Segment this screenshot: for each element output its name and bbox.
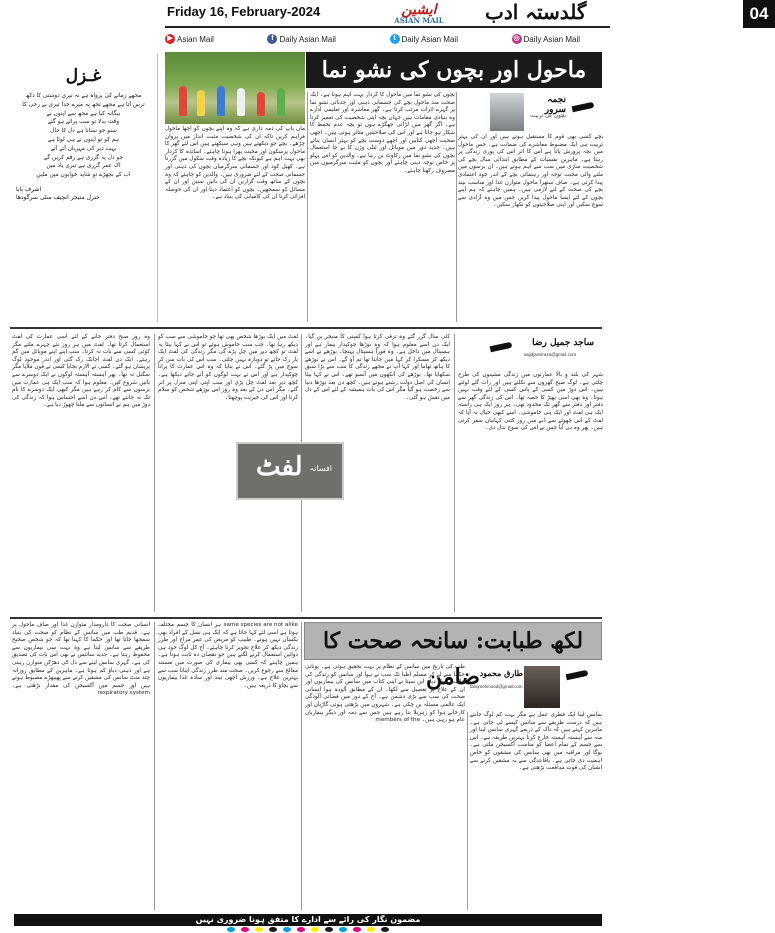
color-swatch <box>283 927 291 932</box>
twitter-icon: t <box>390 34 400 44</box>
ghazal-line: ترس آتا ہے مجھے تجھ پہ میرے خدا تیری بے رخی کا <box>22 101 145 108</box>
middle-author-email: sajidjamilraza@gmail.com <box>523 352 577 357</box>
bottom-author-name: طارق محمود <box>479 668 523 678</box>
column-divider <box>454 334 455 612</box>
bottom-story-text: انسانی صحت کا دارومدار متوازن غذا اور صاف ماحول پر ہے۔ قدیم طب میں سانس کے نظام کو صحت کی بنیاد سمجھا جاتا تھا اور حکما کا کہنا تھا کہ جو شخص صحیح طریقے سے سانس لیتا ہے وہ بہت سی بیماریوں سے محفوظ رہتا ہے۔ جدید سائنس نے بھی اس بات کی تصدیق کی ہے۔ گہری سانس لینے سے دل کی دھڑکن متوازن رہتی ہے اور ذہنی دباؤ کم ہوتا ہے۔ ماہرین کے مطابق روزانہ چند منٹ سانس کی مشقیں کرنے سے پھیپھڑے مضبوط ہوتے ہیں اور جسم میں آکسیجن کی مقدار بڑھتی ہے۔ <box>12 622 150 689</box>
top-story-column: بچے کسی بھی قوم کا مستقبل ہوتے ہیں اور ان کی بہتر تربیت ہی ایک مضبوط معاشرے کی ضمانت ہے۔ جس ماحول میں بچہ پرورش پاتا ہے اس کا اثر اس کی پوری زندگی پر رہتا ہے۔ ماہرین نفسیات کے مطابق ابتدائی سال بچے کی شخصیت سازی میں سب سے اہم ہوتے ہیں۔ ان برسوں میں ملنے والی محبت توجہ اور رہنمائی بچے کے اندر خود اعتمادی پیدا کرتی ہے۔ صاف ستھرا ماحول متوازن غذا اور مناسب نیند بچے کی صحت کے لئے لازمی ہیں۔ ہمیں چاہئے کہ ہم اپنے بچوں کے لئے ایسا ماحول پیدا کریں جس میں وہ آزادی سے سوچ سکیں اور اپنی صلاحیتوں کو نکھار سکیں۔ <box>458 134 603 209</box>
section-divider <box>10 617 602 619</box>
bottom-story-column <box>158 622 298 910</box>
color-swatch <box>255 927 263 932</box>
ghazal-author: اشرف بابا جنرل منیجر انچیف سٹی سرگودھا <box>16 185 100 201</box>
facebook-icon: f <box>267 34 277 44</box>
column-divider <box>456 92 457 322</box>
pen-icon <box>566 670 589 680</box>
ghazal-line: وقت بدلا تو سب پرائے ہو گئے <box>47 119 120 126</box>
middle-story-column: لفٹ میں ایک بوڑھا شخص بھی تھا جو خاموشی سے سب کو دیکھ رہا تھا۔ جب سب خاموش ہوئے تو اس نے کہا بیٹا یہ لفٹ تو کچھ دیر میں چل پڑے گی مگر زندگی کی لفٹ ایک بار رک جائے تو دوبارہ نہیں چلتی۔ سب اس کی بات سن کر سوچ میں پڑ گئے۔ اس نے بتایا کہ وہ اس عمارت کا پرانا چوکیدار ہے اور اس نے بہت لوگوں کو آتے جاتے دیکھا ہے۔ کچھ دیر بعد لفٹ چل پڑی اور سب اپنی اپنی منزل پر اتر گئے۔ مگر اس دن کے بعد وہ روز اس بوڑھے شخص کو سلام کرتا اور اس کی خیریت پوچھتا۔ <box>158 334 298 401</box>
color-swatch <box>297 927 305 932</box>
youtube-label: Asian Mail <box>177 34 214 44</box>
ghazal-line: اب کے بچھڑے تو شاید خوابوں میں ملیں <box>36 172 131 179</box>
ghazal-line: ہم کو تو اپنوں نے ہی لوٹا ہے <box>48 136 119 143</box>
facebook-label: Daily Asian Mail <box>279 34 336 44</box>
instagram-icon: ◎ <box>513 35 520 42</box>
top-story-column: ماں باپ کی ذمہ داری ہے کہ وہ اپنے بچوں کو اچھا ماحول فراہم کریں تاکہ ان کی شخصیت مثبت انداز میں پروان چڑھے۔ بچے جو دیکھتے ہیں وہی سیکھتے ہیں اس لئے گھر کا ماحول پرسکون اور محبت بھرا ہونا چاہئے۔ اساتذہ کا کردار بھی بہت اہم ہے کیونکہ بچے کا زیادہ وقت سکول میں گزرتا ہے۔ کھیل کود اور جسمانی سرگرمیاں بچوں کی ذہنی اور جسمانی صحت کے لئے ضروری ہیں۔ والدین کو چاہئے کہ وہ بچوں کے ساتھ وقت گزاریں ان کی باتیں سنیں اور ان کے مسائل کو سمجھیں۔ بچوں کو اعتماد دینا اور ان کی حوصلہ افزائی کرنا ان کی کامیابی کی بنیاد ہے۔ <box>165 126 305 201</box>
english-term: members of the <box>375 717 421 724</box>
instagram-label: Daily Asian Mail <box>523 34 580 44</box>
twitter-link[interactable] <box>390 31 458 47</box>
youtube-link[interactable] <box>165 31 214 47</box>
ghazal-line: بیگانہ کیا ہے مجھ سے اپنوں نے <box>46 110 121 117</box>
top-author-subtitle: بچوں کی تربیت <box>530 113 566 119</box>
afsana-title-box <box>236 442 344 500</box>
bottom-story-headline: لکھ طبابت: سانحہ صحت کا ضامن <box>304 622 602 660</box>
twitter-label: Daily Asian Mail <box>401 34 458 44</box>
print-color-marks <box>14 927 602 933</box>
top-author-name: نجمہ سرور <box>544 95 566 115</box>
color-swatch <box>353 927 361 932</box>
color-swatch <box>311 927 319 932</box>
column-divider <box>154 334 155 612</box>
color-swatch <box>241 927 249 932</box>
author-photo <box>524 666 560 708</box>
facebook-link[interactable] <box>267 31 335 47</box>
top-story-headline: ماحول اور بچوں کی نشو نما <box>306 52 602 88</box>
logo-text: ایشین <box>401 2 437 18</box>
section-title: گلدستہ ادب <box>485 0 587 24</box>
column-divider <box>307 92 308 322</box>
youtube-icon: ▶ <box>165 34 175 44</box>
top-story-column: بچوں کی نشو نما میں ماحول کا کردار بہت اہم ہوتا ہے۔ ایک صحت مند ماحول بچے کی جسمانی ذہنی اور جذباتی نشو نما پر گہرے اثرات مرتب کرتا ہے۔ گھر معاشرہ اور تعلیمی ادارے وہ بنیادی مقامات ہیں جہاں بچہ اپنی شخصیت کی تعمیر کرتا ہے۔ اگر گھر میں لڑائی جھگڑے ہوں تو بچہ عدم تحفظ کا شکار ہو جاتا ہے اور اس کی صلاحیتیں متاثر ہوتی ہیں۔ اچھی صحبت اچھی کتابیں اور اچھے دوست بچے کو بہتر انسان بناتے ہیں۔ جدید دور میں موبائل اور ٹیلی وژن کا بے جا استعمال بچوں کی نشو نما میں رکاوٹ بن رہا ہے۔ والدین کو اس پہلو پر خاص توجہ دینی چاہئے اور بچوں کو مثبت سرگرمیوں میں مصروف رکھنا چاہئے۔ <box>310 92 455 174</box>
color-swatch <box>367 927 375 932</box>
author-photo <box>490 93 524 131</box>
logo-subtext: ASIAN MAIL <box>394 16 444 25</box>
bottom-story-column <box>305 664 465 910</box>
ghazal-line: مجھے زمانے کی پرواہ ہے نہ تیری دوستی کا دکھ <box>25 93 142 99</box>
middle-story-column: شہر کی بلند و بالا عمارتوں میں زندگی مشینوں کی طرح چلتی ہے۔ لوگ صبح گھروں سے نکلتے ہیں اور رات گئے لوٹتے ہیں۔ اس دوڑ میں کسی کے پاس کسی کے لئے وقت نہیں ہوتا۔ وہ بھی اسی بھیڑ کا حصہ تھا۔ اس کی زندگی گھر سے دفتر اور دفتر سے گھر تک محدود تھی۔ ہر روز ایک ہی راستہ ایک ہی لفٹ اور ایک ہی خاموشی۔ اسے کبھی خیال نہ آیا کہ لفٹ کے اس چھوٹے سے ڈبے میں روز کتنی کہانیاں سفر کرتی ہیں۔ پھر وہ دن آیا جس نے اس کی سوچ بدل دی۔ <box>458 372 603 432</box>
bottom-story-text: ہر انسان کا جسم مختلف ہوتا ہے اسی لئے کہا جاتا ہے کہ ایک ہی نسل کے افراد بھی یکساں نہیں ہوتے۔ طبیب کو مریض کی عمر مزاج اور طرز زندگی دیکھ کر علاج تجویز کرنا چاہئے۔ آج کل لوگ خود ہی دوائیں استعمال کرنے لگتے ہیں جو نقصان دہ ثابت ہوتا ہے۔ ہمیں چاہئے کہ کسی بھی بیماری کی صورت میں مستند معالج سے رجوع کریں۔ صحت مند طرز زندگی اپنانا سب سے بہترین علاج ہے۔ ورزش اچھی نیند اور سادہ غذا بیماریوں سے بچاؤ کا ذریعہ ہیں۔ <box>158 622 298 689</box>
child-figure <box>257 92 265 116</box>
color-swatch <box>227 927 235 932</box>
ghazal-title: غـزل <box>65 66 102 86</box>
child-figure <box>197 90 205 116</box>
ghazal-box <box>10 54 158 322</box>
child-figure <box>179 86 187 116</box>
column-divider <box>154 622 155 910</box>
middle-story-column: وہ روز صبح دفتر جانے کے لئے اسی عمارت کی لفٹ استعمال کرتا تھا۔ لفٹ میں ہر روز نئے چہرے ملتے مگر کوئی کسی سے بات نہ کرتا۔ سب اپنے اپنے موبائل میں گم رہتے۔ ایک دن لفٹ اچانک رک گئی اور اندر موجود لوگ پریشان ہو گئے۔ کسی نے الارم بجایا کسی نے فون ملایا مگر سگنل نہ تھا۔ پھر آہستہ آہستہ لوگوں نے ایک دوسرے سے باتیں شروع کیں۔ معلوم ہوا کہ سب ایک ہی عمارت میں برسوں سے کام کر رہے ہیں مگر کبھی ایک دوسرے کا نام تک نہ جانتے تھے۔ اس دن اسے احساس ہوا کہ زندگی کی دوڑ میں ہم نے انسانوں سے ملنا چھوڑ دیا ہے۔ <box>12 334 150 409</box>
color-swatch <box>269 927 277 932</box>
middle-story-column: کئی سال گزر گئے وہ ترقی کرتا ہوا کمپنی کا منیجر بن گیا۔ ایک دن اسے معلوم ہوا کہ وہ بوڑھا چوکیدار بیمار ہے اور ہسپتال میں داخل ہے۔ وہ فوراً ہسپتال پہنچا۔ بوڑھے نے اسے دیکھ کر مسکرا کر کہا میں جانتا تھا تم آؤ گے۔ اس نے بوڑھے کا ہاتھ تھاما اور کہا آپ نے مجھے زندگی کا سب سے بڑا سبق سکھایا تھا۔ بوڑھے کی آنکھوں میں آنسو تھے۔ اس نے کہا بیٹا انسان کی اصل دولت رشتے ہوتے ہیں۔ کچھ دن بعد بوڑھا دنیا سے رخصت ہو گیا مگر اس کی بات ہمیشہ کے لئے اس کے دل میں نقش ہو گئی۔ <box>305 334 450 401</box>
color-swatch <box>381 927 389 932</box>
ghazal-line: اک عمر گزری ہے تیری یاد میں <box>46 163 121 170</box>
social-links <box>165 31 610 47</box>
masthead <box>165 0 769 28</box>
pen-icon <box>572 102 595 112</box>
child-figure <box>217 86 225 116</box>
column-divider <box>301 622 302 910</box>
pen-icon <box>490 342 513 352</box>
bottom-story-column: سانس لینا ایک فطری عمل ہے مگر بہت کم لوگ جانتے ہیں کہ درست طریقے سے سانس کیسے لی جاتی ہے۔ ماہرین کہتے ہیں کہ ناک کے ذریعے گہری سانس لینا اور منہ سے آہستہ آہستہ خارج کرنا بہترین طریقہ ہے۔ اس سے جسم کے تمام اعضا کو مناسب آکسیجن ملتی ہے۔ یوگا اور مراقبہ میں بھی سانس کی مشقوں کو خاص اہمیت دی جاتی ہے۔ باقاعدگی سے یہ مشقیں کرنے سے انسان کی قوت مدافعت بڑھتی ہے۔ <box>470 712 602 772</box>
ghazal-line: بہت دیر کی مہرباں آتے آتے <box>50 145 117 152</box>
afsana-label: افسانہ <box>309 464 332 473</box>
column-divider <box>467 712 468 910</box>
issue-date: Friday 16, February-2024 <box>167 4 321 19</box>
color-swatch <box>325 927 333 932</box>
ghazal-line: سنو جو سنانا ہے دل کا حال <box>50 128 117 135</box>
disclaimer-bar: مضمون نگار کی رائے سے ادارے کا متفق ہونا ضروری نہیں <box>14 914 602 926</box>
page-number: 04 <box>743 0 775 28</box>
bottom-story-column <box>12 622 150 910</box>
newspaper-logo <box>390 2 448 24</box>
child-figure <box>237 88 245 116</box>
section-divider <box>10 327 602 329</box>
instagram-link[interactable] <box>512 31 580 47</box>
middle-author-name: ساجد جمیل رضا <box>532 338 594 348</box>
english-term: respiratory system <box>97 690 150 697</box>
color-swatch <box>339 927 347 932</box>
english-term: same species are not alike <box>223 622 298 628</box>
child-figure <box>277 88 285 116</box>
bottom-author-email: tariqmehmood@gmail.com <box>470 684 523 689</box>
children-playing-photo <box>165 52 305 124</box>
afsana-title: لفٹ <box>256 452 303 482</box>
bottom-story-text: طب کی تاریخ میں سانس کے نظام پر بہت تحقیق ہوئی ہے۔ یونانی حکما سے لے کر مسلم اطبا تک سب نے ہوا اور سانس کو زندگی کی علامت قرار دیا۔ ابن سینا نے اپنی کتاب میں سانس کی بیماریوں اور ان کے علاج پر تفصیل سے لکھا۔ ان کے مطابق آلودہ ہوا انسانی صحت کی سب سے بڑی دشمن ہے۔ آج کے دور میں فضائی آلودگی ایک عالمی مسئلہ بن چکی ہے۔ شہروں میں بڑھتی ہوئی گاڑیاں اور کارخانے ہوا کو زہریلا بنا رہے ہیں جس سے دمہ اور دیگر بیماریاں عام ہو رہی ہیں۔ <box>305 664 465 724</box>
ghazal-lines <box>10 92 157 180</box>
ghazal-line: جو دل پہ گزری ہے رقم کریں گے <box>44 154 123 161</box>
